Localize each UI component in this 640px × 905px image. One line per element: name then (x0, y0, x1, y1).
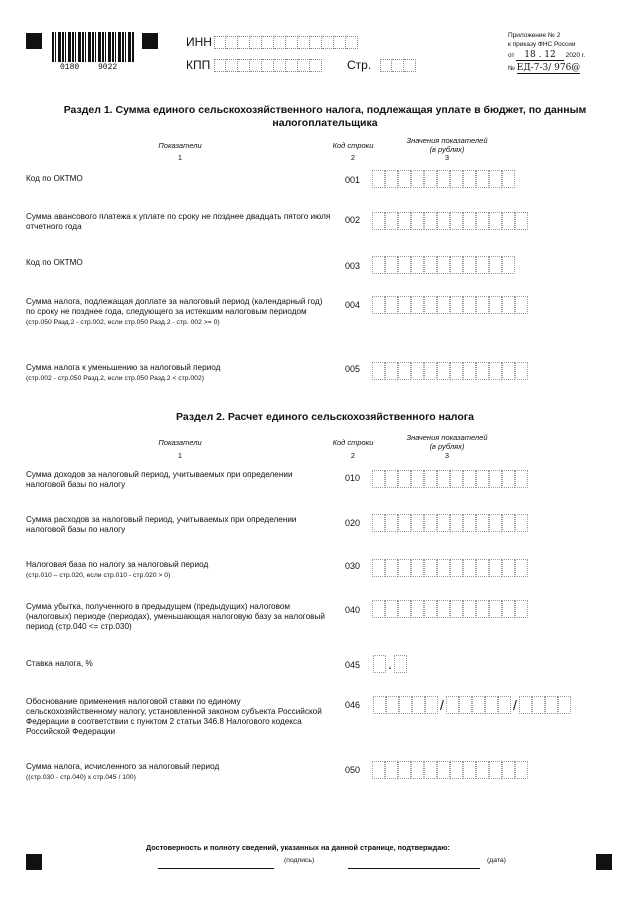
s2-col-values-l2: (в рублях) (429, 442, 465, 451)
digit-cell[interactable] (502, 559, 515, 577)
digit-cell[interactable] (385, 362, 398, 380)
digit-cell[interactable] (502, 600, 515, 618)
digit-cell[interactable] (450, 761, 463, 779)
digit-cell[interactable] (515, 296, 528, 314)
oktmo-001-field[interactable] (372, 170, 515, 188)
appendix-line3 (508, 51, 608, 60)
digit-cell[interactable] (515, 600, 528, 618)
s2-col-code: Код строки (332, 438, 374, 447)
digit-cell[interactable] (515, 761, 528, 779)
digit-cell[interactable] (398, 170, 411, 188)
digit-cell[interactable] (489, 256, 502, 274)
digit-cell[interactable] (411, 212, 424, 230)
digit-cell[interactable] (372, 470, 385, 488)
digit-cell[interactable] (463, 362, 476, 380)
digit-cell[interactable] (502, 296, 515, 314)
digit-cell[interactable] (437, 296, 450, 314)
digit-cell[interactable] (398, 296, 411, 314)
digit-cell[interactable] (372, 296, 385, 314)
digit-cell[interactable] (437, 256, 450, 274)
appendix-order-number: ЕД-7-3/ 976@ (516, 63, 581, 73)
digit-cell[interactable] (385, 559, 398, 577)
amount-010-field[interactable] (372, 470, 528, 488)
digit-cell[interactable] (424, 600, 437, 618)
digit-cell[interactable] (476, 600, 489, 618)
digit-cell[interactable] (372, 559, 385, 577)
digit-cell[interactable] (372, 170, 385, 188)
digit-cell[interactable] (502, 212, 515, 230)
digit-cell[interactable] (502, 170, 515, 188)
s1-row-005-code: 005 (345, 364, 361, 374)
digit-cell[interactable] (450, 362, 463, 380)
digit-cell[interactable] (502, 256, 515, 274)
s1-row-005-sub: (стр.002 - стр.050 Разд.2, если стр.050 Разд.2 < стр.002) (26, 375, 205, 382)
digit-cell[interactable] (515, 559, 528, 577)
digit-cell[interactable] (424, 514, 437, 532)
digit-cell[interactable] (372, 761, 385, 779)
date-line[interactable] (348, 868, 480, 869)
appendix-number-label: № (508, 65, 515, 72)
digit-cell[interactable] (385, 470, 398, 488)
digit-cell[interactable] (398, 761, 411, 779)
digit-cell[interactable] (450, 212, 463, 230)
s1-row-004-sub: (стр.050 Разд.2 - стр.002, если стр.050 Разд.2 - стр. 002 >= 0) (26, 319, 220, 326)
kpp-label: КПП (186, 58, 211, 72)
s1-row-001-text: Код по ОКТМО (26, 174, 83, 183)
section2-title: Раздел 2. Расчет единого сельскохозяйственного налога (176, 411, 474, 423)
digit-cell[interactable] (476, 761, 489, 779)
corner-marker (26, 854, 42, 870)
page-label: Стр. (347, 58, 372, 72)
barcode-number-left: 0180 (60, 63, 80, 72)
digit-cell[interactable] (450, 170, 463, 188)
digit-cell[interactable] (463, 296, 476, 314)
digit-cell[interactable] (515, 470, 528, 488)
s2-row-030-sub: (стр.010 – стр.020, если стр.010 - стр.020 > 0) (26, 572, 171, 579)
digit-cell[interactable] (502, 470, 515, 488)
digit-cell[interactable] (476, 256, 489, 274)
digit-cell[interactable] (450, 256, 463, 274)
digit-cell[interactable] (398, 470, 411, 488)
confirmation-text: Достоверность и полноту сведений, указанных на данной странице, подтверждаю: (146, 843, 450, 852)
digit-cell[interactable] (385, 212, 398, 230)
s2-row-010-text: Сумма доходов за налоговый период, учитываемых при определении налоговой базы по налогу (26, 470, 293, 489)
s2-row-050-sub: ((стр.030 - стр.040) х стр.045 / 100) (26, 774, 136, 781)
digit-cell[interactable] (463, 256, 476, 274)
digit-cell[interactable] (476, 559, 489, 577)
digit-cell[interactable] (489, 470, 502, 488)
digit-cell[interactable] (424, 256, 437, 274)
digit-cell[interactable] (373, 655, 386, 673)
digit-cell[interactable] (424, 212, 437, 230)
appendix-date: 18 . 12 (516, 50, 564, 61)
digit-cell[interactable] (519, 696, 532, 714)
digit-cell[interactable] (437, 514, 450, 532)
s2-row-020-code: 020 (345, 518, 361, 528)
inn-field[interactable] (214, 36, 358, 49)
digit-cell[interactable] (385, 600, 398, 618)
digit-cell[interactable] (385, 256, 398, 274)
digit-cell[interactable] (450, 559, 463, 577)
digit-cell[interactable] (424, 761, 437, 779)
s2-row-045-text: Ставка налога, % (26, 659, 93, 668)
digit-cell[interactable] (437, 212, 450, 230)
digit-cell[interactable] (373, 696, 386, 714)
s2-row-045-code: 045 (345, 660, 361, 670)
digit-cell[interactable] (446, 696, 459, 714)
digit-cell[interactable] (399, 696, 412, 714)
digit-cell[interactable] (372, 514, 385, 532)
digit-cell[interactable] (463, 212, 476, 230)
digit-cell[interactable] (450, 600, 463, 618)
digit-cell[interactable] (450, 514, 463, 532)
digit-cell[interactable] (411, 256, 424, 274)
s2-row-020-text: Сумма расходов за налоговый период, учитываемых при определении налоговой базы по налогу (26, 515, 297, 534)
s2-row-046-text: Обоснование применения налоговой ставки по единому сельскохозяйственному налогу, установленной законом субъекта Российской Федерации в соответствии с пунктом 2 статьи 346.8 Налогового кодекса Российской Федерации (26, 697, 322, 736)
s1-num3: 3 (444, 153, 450, 162)
page-field[interactable] (380, 59, 416, 72)
s1-row-002-text: Сумма авансового платежа к уплате по сроку не позднее двадцать пятого июля отчетного года (26, 212, 331, 231)
digit-cell[interactable] (372, 212, 385, 230)
tax-rate-field[interactable]: . (373, 655, 407, 673)
digit-cell[interactable] (372, 362, 385, 380)
digit-cell[interactable] (372, 256, 385, 274)
digit-cell[interactable] (385, 761, 398, 779)
s2-row-050-text: Сумма налога, исчисленного за налоговый период ((стр.030 - стр.040) х стр.045 / 100) (26, 762, 220, 781)
s1-row-002-code: 002 (345, 215, 361, 225)
digit-cell[interactable] (411, 470, 424, 488)
s2-row-030-code: 030 (345, 561, 361, 571)
appendix-line4 (508, 64, 608, 73)
digit-cell[interactable] (437, 470, 450, 488)
digit-cell[interactable] (412, 696, 425, 714)
digit-cell[interactable] (489, 170, 502, 188)
oktmo-003-field[interactable] (372, 256, 515, 274)
digit-cell[interactable] (489, 761, 502, 779)
digit-cell[interactable] (489, 514, 502, 532)
corner-marker (596, 854, 612, 870)
amount-005-field[interactable] (372, 362, 528, 380)
signature-line[interactable] (158, 868, 274, 869)
barcode-number-right: 9022 (98, 63, 118, 72)
barcode (52, 32, 134, 62)
digit-cell[interactable] (463, 600, 476, 618)
digit-cell[interactable] (437, 600, 450, 618)
s2-row-030-text: Налоговая база по налогу за налоговый период (стр.010 – стр.020, если стр.010 - стр.020 > 0) (26, 560, 209, 579)
digit-cell[interactable] (385, 296, 398, 314)
s2-num3: 3 (444, 451, 450, 460)
digit-cell[interactable] (463, 170, 476, 188)
digit-cell[interactable] (558, 696, 571, 714)
s1-num2: 2 (350, 153, 356, 162)
s2-row-046-code: 046 (345, 700, 361, 710)
digit-cell[interactable] (463, 559, 476, 577)
digit-cell[interactable] (489, 559, 502, 577)
digit-cell[interactable] (459, 696, 472, 714)
digit-cell[interactable] (476, 362, 489, 380)
digit-cell[interactable] (476, 296, 489, 314)
digit-cell[interactable] (515, 212, 528, 230)
digit-cell[interactable] (437, 362, 450, 380)
digit-cell[interactable] (411, 362, 424, 380)
s1-col-values-l1: Значения показателей (406, 136, 488, 145)
date-caption: (дата) (487, 857, 506, 864)
digit-cell[interactable] (398, 212, 411, 230)
digit-cell[interactable] (437, 170, 450, 188)
digit-cell[interactable] (372, 600, 385, 618)
section1-title-line2: налогоплательщика (272, 117, 378, 129)
digit-cell[interactable] (398, 514, 411, 532)
appendix-from-label: от (508, 52, 515, 59)
digit-cell[interactable] (515, 362, 528, 380)
appendix-line1: Приложение № 2 (508, 32, 561, 39)
s1-row-004-code: 004 (345, 300, 361, 310)
digit-cell[interactable] (398, 256, 411, 274)
digit-cell[interactable] (476, 514, 489, 532)
digit-cell[interactable] (425, 696, 438, 714)
amount-002-field[interactable] (372, 212, 528, 230)
digit-cell[interactable] (385, 170, 398, 188)
digit-cell[interactable] (411, 170, 424, 188)
s1-row-005-text: Сумма налога к уменьшению за налоговый период (стр.002 - стр.050 Разд.2, если стр.050 Разд.2 < стр.002) (26, 363, 221, 382)
digit-cell[interactable] (424, 170, 437, 188)
s2-col-indicators: Показатели (158, 438, 202, 447)
digit-cell[interactable] (498, 696, 511, 714)
digit-cell[interactable] (411, 559, 424, 577)
signature-caption: (подпись) (284, 857, 315, 864)
s1-row-001-code: 001 (345, 175, 361, 185)
digit-cell[interactable] (424, 559, 437, 577)
appendix-year: 2020 г. (565, 52, 586, 59)
digit-cell[interactable] (411, 761, 424, 779)
digit-cell[interactable] (532, 696, 545, 714)
digit-cell[interactable] (424, 362, 437, 380)
digit-cell[interactable] (450, 296, 463, 314)
digit-cell[interactable] (489, 600, 502, 618)
digit-cell[interactable] (411, 514, 424, 532)
digit-cell[interactable] (545, 696, 558, 714)
s2-num1: 1 (177, 451, 183, 460)
digit-cell[interactable] (515, 514, 528, 532)
digit-cell[interactable] (489, 212, 502, 230)
digit-cell[interactable] (386, 696, 399, 714)
digit-cell[interactable] (411, 296, 424, 314)
digit-cell[interactable] (476, 212, 489, 230)
digit-cell[interactable] (476, 170, 489, 188)
amount-020-field[interactable] (372, 514, 528, 532)
s1-num1: 1 (177, 153, 183, 162)
amount-040-field[interactable] (372, 600, 528, 618)
rate-basis-field[interactable]: / / (373, 696, 571, 714)
appendix-line2: к приказу ФНС России (508, 41, 576, 48)
amount-030-field[interactable] (372, 559, 528, 577)
digit-cell[interactable] (502, 514, 515, 532)
s2-row-050-code: 050 (345, 765, 361, 775)
digit-cell[interactable] (463, 514, 476, 532)
kpp-field[interactable] (214, 59, 322, 72)
s1-row-003-text: Код по ОКТМО (26, 258, 83, 267)
digit-cell[interactable] (489, 362, 502, 380)
digit-cell[interactable] (463, 470, 476, 488)
digit-cell[interactable] (424, 470, 437, 488)
digit-cell[interactable] (476, 470, 489, 488)
digit-cell[interactable] (394, 655, 407, 673)
digit-cell[interactable] (385, 514, 398, 532)
amount-050-field[interactable] (372, 761, 528, 779)
digit-cell[interactable] (485, 696, 498, 714)
s2-row-040-text: Сумма убытка, полученного в предыдущем (предыдущих) налоговом (налоговых) периоде (периодах), уменьшающая налоговую базу за налоговый период (стр.040 <= стр.030) (26, 602, 325, 631)
s2-col-values-l1: Значения показателей (406, 433, 488, 442)
s1-col-code: Код строки (332, 141, 374, 150)
corner-marker (142, 33, 158, 49)
section1-title-line1: Раздел 1. Сумма единого сельскохозяйственного налога, подлежащая уплате в бюджет, по данным (63, 104, 587, 116)
digit-cell[interactable] (502, 761, 515, 779)
s1-row-003-code: 003 (345, 261, 361, 271)
amount-004-field[interactable] (372, 296, 528, 314)
digit-cell[interactable] (398, 362, 411, 380)
digit-cell[interactable] (411, 600, 424, 618)
corner-marker (26, 33, 42, 49)
s2-row-040-code: 040 (345, 605, 361, 615)
s1-row-004-text: Сумма налога, подлежащая доплате за налоговый период (календарный год) по сроку не позднее года, следующего за истекшим налоговым периодом (стр.050 Разд.2 - стр.002, если стр.050 Разд.2 - стр. 002 >= 0) (26, 297, 323, 326)
digit-cell[interactable] (463, 761, 476, 779)
digit-cell[interactable] (502, 362, 515, 380)
digit-cell[interactable] (472, 696, 485, 714)
s2-row-010-code: 010 (345, 473, 361, 483)
digit-cell[interactable] (437, 761, 450, 779)
digit-cell[interactable] (489, 296, 502, 314)
digit-cell[interactable] (450, 470, 463, 488)
s1-col-values-l2: (в рублях) (429, 145, 465, 154)
digit-cell[interactable] (398, 559, 411, 577)
digit-cell[interactable] (424, 296, 437, 314)
s2-num2: 2 (350, 451, 356, 460)
inn-label: ИНН (186, 35, 212, 49)
digit-cell[interactable] (437, 559, 450, 577)
s1-col-indicators: Показатели (158, 141, 202, 150)
digit-cell[interactable] (398, 600, 411, 618)
